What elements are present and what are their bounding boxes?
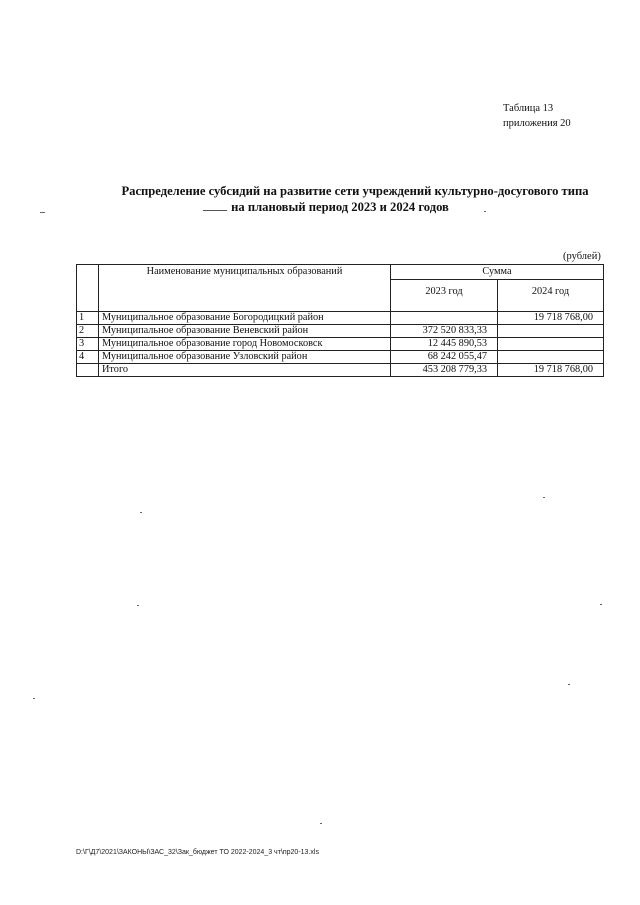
row-value-2023: 372 520 833,33 [391,325,498,338]
total-index [77,364,99,377]
row-index: 4 [77,351,99,364]
header-index-cell [77,265,99,312]
table-header-row [77,265,604,280]
scan-speck [40,212,45,213]
row-value-2024 [498,325,604,338]
scan-speck [600,604,602,605]
row-value-2023: 68 242 055,47 [391,351,498,364]
page-reference [503,101,571,131]
scan-speck [33,698,35,699]
units-label: (рублей) [563,251,601,262]
row-value-2024 [498,338,604,351]
document-title-line-2: на плановый период 2023 и 2024 годов [231,200,449,214]
header-year-2023: 2023 год [391,280,498,312]
row-index: 3 [77,338,99,351]
scan-speck [543,497,545,498]
table-row [77,312,604,325]
footer-file-path: D:\Г\Д7\2021\ЗАКОНЫ\ЗАС_32\Зак_бюджет ТО 2022-2024_3 чт\пр20-13.xls [76,849,319,856]
table-row [77,338,604,351]
document-title-line-1: Распределение субсидий на развитие сети учреждений культурно-досугового типа [121,184,589,198]
row-index: 1 [77,312,99,325]
scan-speck [137,605,139,606]
header-year-2024: 2024 год [498,280,604,312]
row-value-2024 [498,351,604,364]
subsidy-distribution-table [76,264,604,377]
row-value-2023 [391,312,498,325]
header-sum-column: Сумма [391,265,604,280]
total-label: Итого [99,364,391,377]
scan-speck [484,211,486,212]
row-index: 2 [77,325,99,338]
table-row [77,351,604,364]
total-value-2023: 453 208 779,33 [391,364,498,377]
table-total-row [77,364,604,377]
table-row [77,325,604,338]
row-value-2023: 12 445 890,53 [391,338,498,351]
header-name-column: Наименование муниципальных образований [99,265,391,312]
page-reference-appendix: приложения 20 [503,118,571,129]
total-value-2024: 19 718 768,00 [498,364,604,377]
scan-speck [568,684,570,685]
scan-speck [320,823,322,824]
row-municipality-name: Муниципальное образование Узловский район [99,351,391,364]
row-value-2024: 19 718 768,00 [498,312,604,325]
row-municipality-name: Муниципальное образование Богородицкий район [99,312,391,325]
page-reference-table-number: Таблица 13 [503,103,554,114]
row-municipality-name: Муниципальное образование Веневский район [99,325,391,338]
row-municipality-name: Муниципальное образование город Новомосковск [99,338,391,351]
scan-speck [140,512,142,513]
